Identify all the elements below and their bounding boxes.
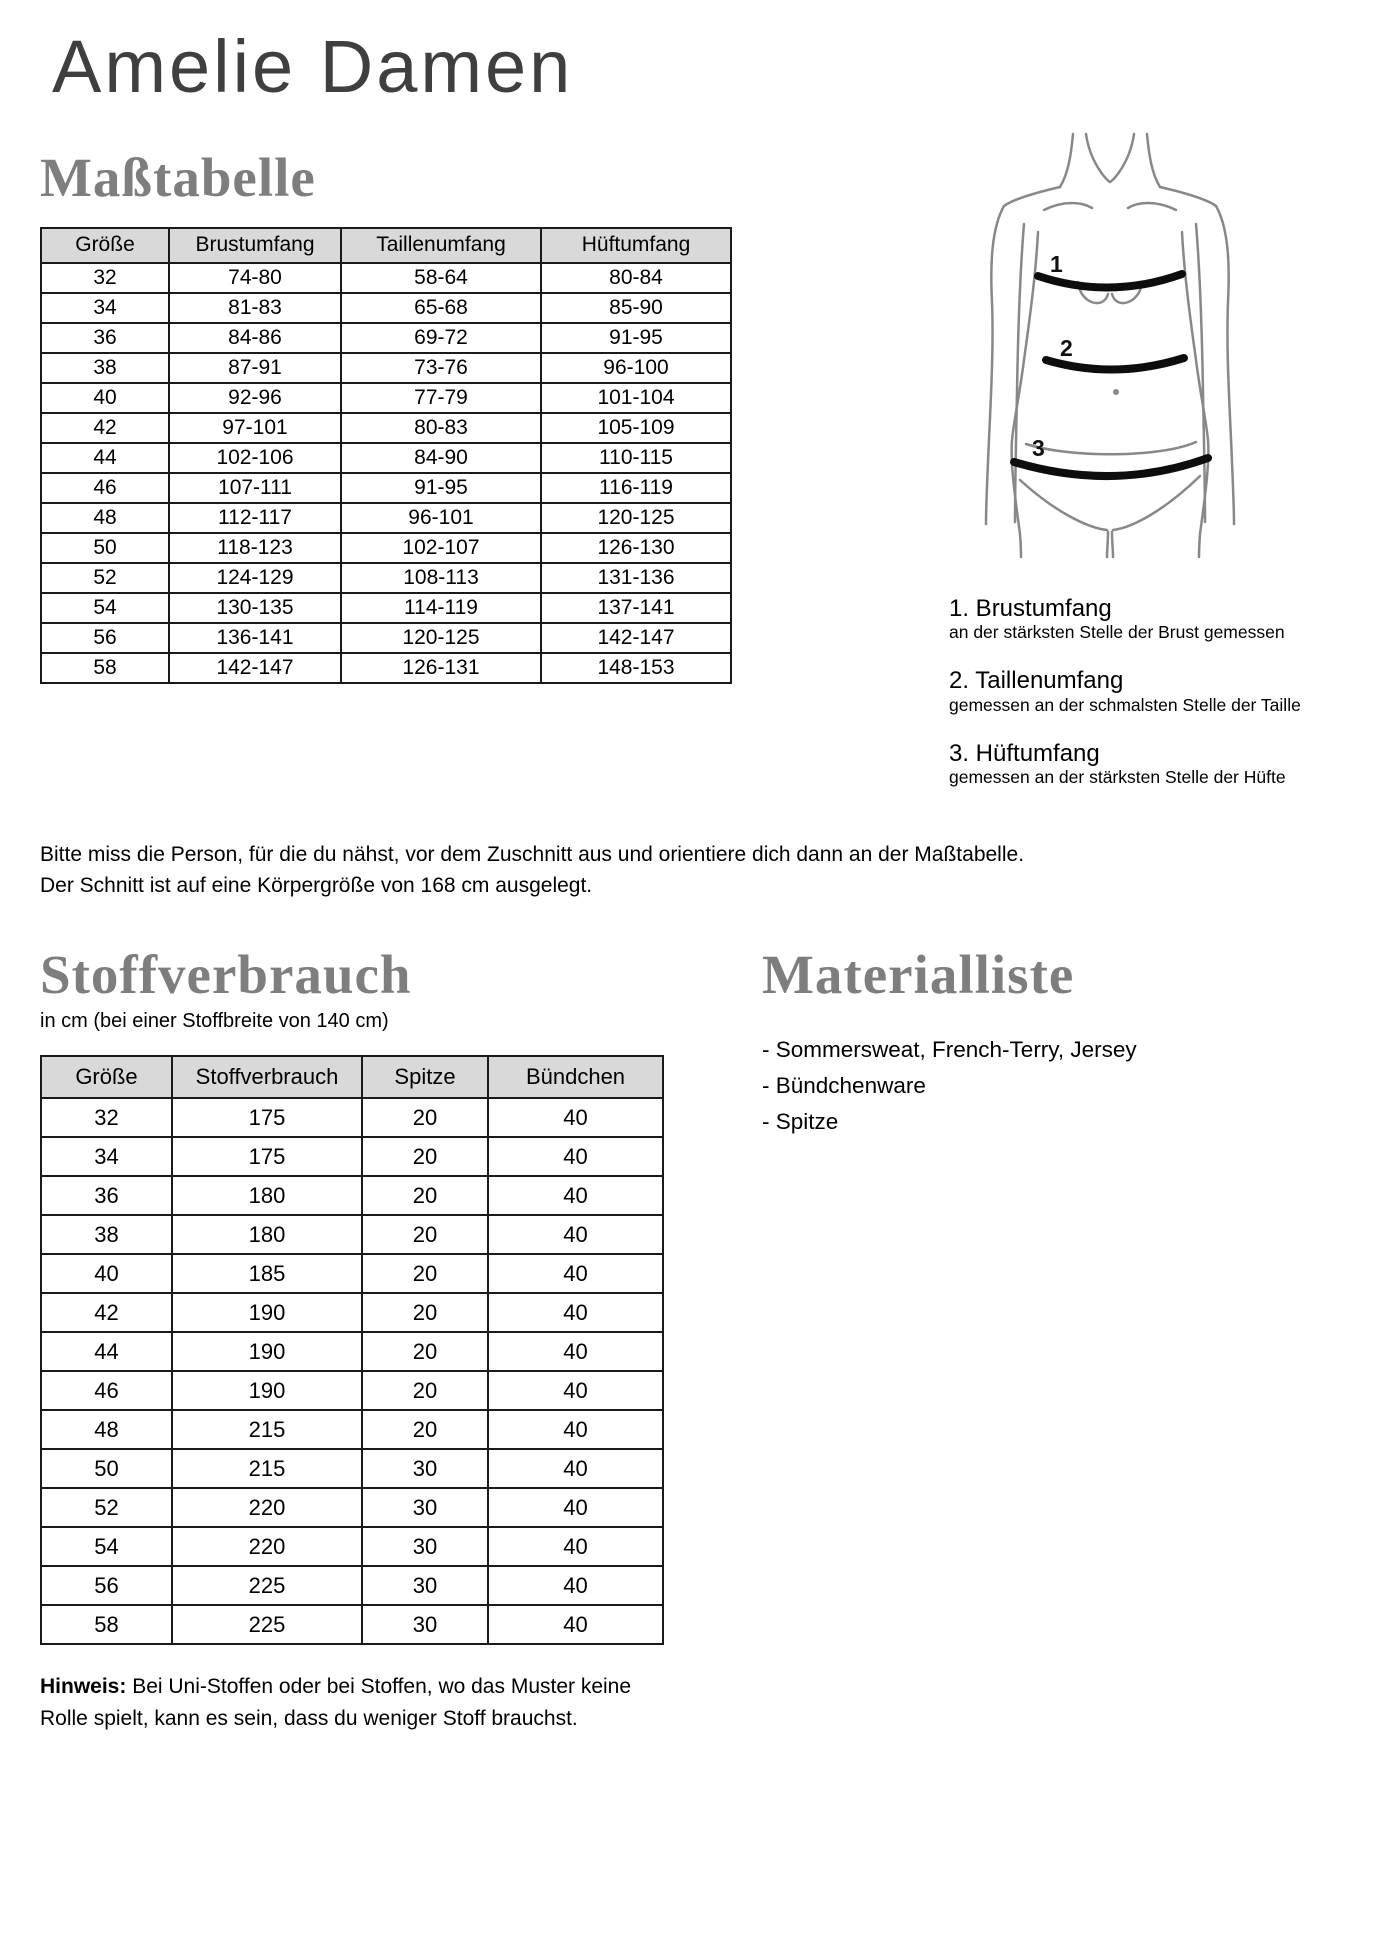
table-cell: 58 — [41, 1605, 172, 1644]
table-cell: 54 — [41, 593, 169, 623]
legend-description: gemessen an der schmalsten Stelle der Taille — [949, 694, 1301, 715]
table-cell: 110-115 — [541, 443, 731, 473]
table-cell: 225 — [172, 1566, 362, 1605]
table-cell: 38 — [41, 1215, 172, 1254]
table-cell: 215 — [172, 1449, 362, 1488]
table-cell: 44 — [41, 443, 169, 473]
table-row — [41, 1566, 663, 1605]
measurement-legend — [949, 595, 1344, 789]
table-cell: 20 — [362, 1332, 488, 1371]
size-table-column — [40, 106, 730, 684]
table-cell: 80-84 — [541, 263, 731, 293]
table-cell: 40 — [488, 1605, 663, 1644]
table-row — [41, 353, 731, 383]
table-cell: 96-101 — [341, 503, 541, 533]
table-cell: 52 — [41, 563, 169, 593]
table-cell: 32 — [41, 263, 169, 293]
table-row — [41, 1332, 663, 1371]
material-list — [762, 1032, 1344, 1140]
table-row — [41, 533, 731, 563]
material-item: - Spitze — [762, 1109, 839, 1135]
column-header: Taillenumfang — [341, 228, 541, 263]
table-cell: 101-104 — [541, 383, 731, 413]
table-cell: 190 — [172, 1332, 362, 1371]
table-cell: 50 — [41, 1449, 172, 1488]
table-cell: 185 — [172, 1254, 362, 1293]
table-cell: 220 — [172, 1527, 362, 1566]
table-cell: 36 — [41, 1176, 172, 1215]
fabric-section — [40, 944, 1344, 1755]
table-cell: 91-95 — [541, 323, 731, 353]
table-cell: 225 — [172, 1605, 362, 1644]
table-cell: 20 — [362, 1176, 488, 1215]
table-cell: 136-141 — [169, 623, 341, 653]
table-cell: 30 — [362, 1488, 488, 1527]
column-header: Hüftumfang — [541, 228, 731, 263]
table-cell: 40 — [488, 1488, 663, 1527]
table-cell: 20 — [362, 1410, 488, 1449]
material-heading: Materialliste — [762, 944, 1075, 1006]
column-header: Spitze — [362, 1056, 488, 1098]
measurement-figure — [980, 132, 1344, 567]
table-cell: 220 — [172, 1488, 362, 1527]
band-label-2: 2 — [1060, 334, 1073, 361]
band-label-3: 3 — [1032, 434, 1045, 461]
legend-title: 1. Brustumfang — [949, 594, 1112, 622]
table-cell: 69-72 — [341, 323, 541, 353]
table-row — [41, 1137, 663, 1176]
table-cell: 40 — [488, 1410, 663, 1449]
table-cell: 180 — [172, 1176, 362, 1215]
table-cell: 97-101 — [169, 413, 341, 443]
table-row — [41, 653, 731, 683]
table-cell: 58 — [41, 653, 169, 683]
table-cell: 40 — [488, 1137, 663, 1176]
column-header: Größe — [41, 228, 169, 263]
table-cell: 42 — [41, 1293, 172, 1332]
table-row — [41, 623, 731, 653]
size-table-head — [41, 228, 731, 263]
table-cell: 142-147 — [169, 653, 341, 683]
legend-description: gemessen an der stärksten Stelle der Hüfte — [949, 767, 1286, 788]
table-cell: 190 — [172, 1293, 362, 1332]
table-cell: 131-136 — [541, 563, 731, 593]
body-measurement-illustration — [980, 132, 1240, 562]
table-cell: 58-64 — [341, 263, 541, 293]
legend-title: 2. Taillenumfang — [949, 667, 1124, 695]
table-row — [41, 443, 731, 473]
table-cell: 80-83 — [341, 413, 541, 443]
fabric-heading: Stoffverbrauch — [40, 944, 412, 1006]
size-table-body — [41, 263, 731, 683]
legend-title: 3. Hüftumfang — [949, 739, 1100, 767]
table-cell: 38 — [41, 353, 169, 383]
table-cell: 142-147 — [541, 623, 731, 653]
table-cell: 30 — [362, 1605, 488, 1644]
fabric-table-column — [40, 944, 740, 1755]
table-row — [41, 1527, 663, 1566]
table-cell: 40 — [488, 1098, 663, 1137]
table-cell: 148-153 — [541, 653, 731, 683]
table-row — [41, 563, 731, 593]
table-cell: 215 — [172, 1410, 362, 1449]
size-table — [40, 227, 732, 684]
table-row — [41, 1254, 663, 1293]
fabric-table-header-row — [41, 1056, 663, 1098]
table-cell: 44 — [41, 1332, 172, 1371]
table-row — [41, 1176, 663, 1215]
fabric-hint — [40, 1671, 632, 1734]
table-cell: 50 — [41, 533, 169, 563]
note-line-2: Der Schnitt ist auf eine Körpergröße von 168 cm ausgelegt. — [40, 873, 593, 897]
column-header: Brustumfang — [169, 228, 341, 263]
table-cell: 120-125 — [341, 623, 541, 653]
fabric-table-head — [41, 1056, 663, 1098]
column-header: Stoffverbrauch — [172, 1056, 362, 1098]
table-cell: 108-113 — [341, 563, 541, 593]
figure-column — [730, 106, 1344, 813]
table-cell: 20 — [362, 1098, 488, 1137]
legend-item-waist — [949, 667, 1344, 716]
table-row — [41, 1605, 663, 1644]
table-row — [41, 1371, 663, 1410]
table-cell: 56 — [41, 623, 169, 653]
table-cell: 91-95 — [341, 473, 541, 503]
table-cell: 126-131 — [341, 653, 541, 683]
table-cell: 48 — [41, 503, 169, 533]
table-row — [41, 1293, 663, 1332]
table-cell: 42 — [41, 413, 169, 443]
table-cell: 65-68 — [341, 293, 541, 323]
material-item: - Sommersweat, French-Terry, Jersey — [762, 1037, 1137, 1063]
table-cell: 112-117 — [169, 503, 341, 533]
table-cell: 116-119 — [541, 473, 731, 503]
table-row — [41, 1098, 663, 1137]
table-cell: 114-119 — [341, 593, 541, 623]
table-cell: 30 — [362, 1566, 488, 1605]
table-row — [41, 263, 731, 293]
table-cell: 73-76 — [341, 353, 541, 383]
table-cell: 40 — [488, 1371, 663, 1410]
table-cell: 107-111 — [169, 473, 341, 503]
table-cell: 40 — [41, 383, 169, 413]
size-section — [40, 106, 1344, 813]
table-cell: 20 — [362, 1254, 488, 1293]
table-cell: 190 — [172, 1371, 362, 1410]
legend-item-bust — [949, 595, 1344, 644]
table-cell: 40 — [488, 1176, 663, 1215]
band-label-1: 1 — [1050, 250, 1063, 277]
table-row — [41, 1410, 663, 1449]
table-cell: 180 — [172, 1215, 362, 1254]
table-cell: 20 — [362, 1293, 488, 1332]
table-cell: 87-91 — [169, 353, 341, 383]
table-row — [41, 1488, 663, 1527]
table-cell: 126-130 — [541, 533, 731, 563]
table-row — [41, 293, 731, 323]
table-row — [41, 503, 731, 533]
table-cell: 30 — [362, 1449, 488, 1488]
table-cell: 20 — [362, 1137, 488, 1176]
table-cell: 54 — [41, 1527, 172, 1566]
table-cell: 36 — [41, 323, 169, 353]
table-cell: 102-107 — [341, 533, 541, 563]
column-header: Bündchen — [488, 1056, 663, 1098]
page-title: Amelie Damen — [52, 25, 574, 108]
table-cell: 20 — [362, 1371, 488, 1410]
table-row — [41, 1449, 663, 1488]
table-cell: 96-100 — [541, 353, 731, 383]
table-cell: 175 — [172, 1137, 362, 1176]
legend-description: an der stärksten Stelle der Brust gemessen — [949, 622, 1285, 643]
table-cell: 92-96 — [169, 383, 341, 413]
table-cell: 56 — [41, 1566, 172, 1605]
table-cell: 46 — [41, 1371, 172, 1410]
table-row — [41, 1215, 663, 1254]
table-cell: 40 — [488, 1332, 663, 1371]
table-cell: 40 — [488, 1215, 663, 1254]
table-cell: 124-129 — [169, 563, 341, 593]
column-header: Größe — [41, 1056, 172, 1098]
table-cell: 34 — [41, 293, 169, 323]
fabric-table — [40, 1055, 664, 1645]
table-cell: 40 — [488, 1254, 663, 1293]
table-cell: 84-86 — [169, 323, 341, 353]
table-row — [41, 413, 731, 443]
table-cell: 46 — [41, 473, 169, 503]
table-cell: 32 — [41, 1098, 172, 1137]
table-cell: 48 — [41, 1410, 172, 1449]
table-row — [41, 593, 731, 623]
legend-item-hip — [949, 740, 1344, 789]
table-cell: 81-83 — [169, 293, 341, 323]
table-cell: 130-135 — [169, 593, 341, 623]
table-cell: 34 — [41, 1137, 172, 1176]
table-cell: 85-90 — [541, 293, 731, 323]
table-cell: 40 — [488, 1566, 663, 1605]
table-cell: 40 — [488, 1449, 663, 1488]
table-row — [41, 323, 731, 353]
table-cell: 175 — [172, 1098, 362, 1137]
table-cell: 20 — [362, 1215, 488, 1254]
hint-label: Hinweis: — [40, 1675, 127, 1699]
mass-table-heading: Maßtabelle — [40, 146, 316, 208]
fabric-subtitle: in cm (bei einer Stoffbreite von 140 cm) — [40, 1010, 389, 1033]
table-cell: 74-80 — [169, 263, 341, 293]
material-column — [740, 944, 1344, 1140]
table-cell: 118-123 — [169, 533, 341, 563]
table-cell: 120-125 — [541, 503, 731, 533]
table-row — [41, 383, 731, 413]
table-cell: 137-141 — [541, 593, 731, 623]
size-table-header-row — [41, 228, 731, 263]
table-cell: 40 — [488, 1293, 663, 1332]
fabric-table-body — [41, 1098, 663, 1644]
table-cell: 105-109 — [541, 413, 731, 443]
table-cell: 77-79 — [341, 383, 541, 413]
table-cell: 40 — [41, 1254, 172, 1293]
table-cell: 30 — [362, 1527, 488, 1566]
hint-text: Bei Uni-Stoffen oder bei Stoffen, wo das Muster keine Rolle spielt, kann es sein, dass du weniger Stoff brauchst. — [40, 1675, 632, 1730]
material-item: - Bündchenware — [762, 1073, 926, 1099]
note-line-1: Bitte miss die Person, für die du nähst, vor dem Zuschnitt aus und orientiere dich dann an der Maßtabelle. — [40, 843, 1025, 867]
table-cell: 40 — [488, 1527, 663, 1566]
table-cell: 84-90 — [341, 443, 541, 473]
table-row — [41, 473, 731, 503]
table-cell: 52 — [41, 1488, 172, 1527]
table-cell: 102-106 — [169, 443, 341, 473]
measuring-note — [40, 840, 1344, 901]
